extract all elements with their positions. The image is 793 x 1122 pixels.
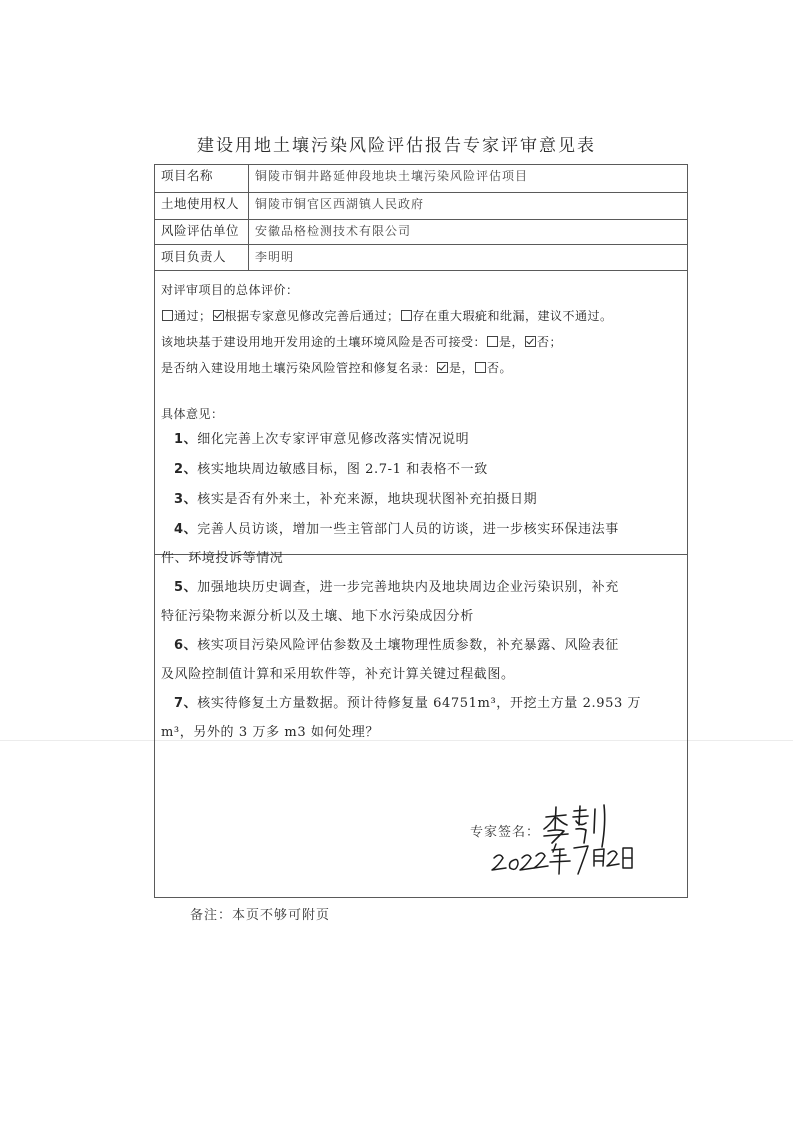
- list-no-label: 否。: [487, 361, 513, 375]
- opinion-number: 6、: [174, 638, 198, 653]
- checkbox-pass-after-revision: [213, 310, 224, 321]
- risk-acceptable-question: 该地块基于建设用地开发用途的土壤环境风险是否可接受：: [161, 335, 487, 349]
- opinion-item: [174, 425, 684, 454]
- row-assessment-unit: [155, 220, 687, 245]
- option-not-pass-label: 存在重大瑕疵和纰漏，建议不通过。: [412, 309, 613, 323]
- opinion-number: 5、: [174, 580, 198, 595]
- opinion-item: [161, 515, 684, 573]
- risk-no-label: 否；: [537, 335, 563, 349]
- overall-decision-line: [161, 307, 613, 324]
- opinion-text-cont: m³，另外的 3 万多 m3 如何处理？: [161, 725, 379, 740]
- checkbox-risk-yes: [487, 336, 498, 347]
- opinions-heading: 具体意见：: [161, 407, 224, 421]
- checkbox-list-no: [475, 362, 486, 373]
- list-inclusion-line: [161, 359, 512, 376]
- list-yes-label: 是，: [449, 361, 475, 375]
- opinion-number: 2、: [174, 462, 198, 477]
- option-pass-after-revision-label: 根据专家意见修改完善后通过；: [224, 309, 400, 323]
- opinion-text: 核实地块周边敏感目标，图 2.7-1 和表格不一致: [197, 462, 488, 477]
- opinion-text-cont: 特征污染物来源分析以及土壤、地下水污染成因分析: [161, 609, 474, 624]
- label-project-name: 项目名称: [155, 165, 249, 192]
- overall-heading: 对评审项目的总体评价：: [161, 283, 299, 297]
- label-land-user: 土地使用权人: [155, 193, 249, 219]
- opinion-text: 核实是否有外来土，补充来源，地块现状图补充拍摄日期: [197, 492, 538, 507]
- review-form-table: [154, 164, 688, 898]
- value-project-lead: 李明明: [255, 250, 295, 264]
- checkbox-pass: [162, 310, 173, 321]
- opinion-text-cont: 及风险控制值计算和采用软件等，补充计算关键过程截图。: [161, 667, 515, 682]
- opinion-item: [174, 455, 684, 484]
- option-pass-label: 通过；: [174, 309, 212, 323]
- opinion-item: [161, 689, 684, 747]
- opinion-item: [161, 631, 684, 689]
- opinion-number: 4、: [174, 522, 198, 537]
- label-project-lead: 项目负责人: [155, 245, 249, 270]
- opinion-item: [174, 485, 684, 514]
- value-project-name: 铜陵市铜井路延伸段地块土壤污染风险评估项目: [255, 169, 529, 183]
- opinion-text: 细化完善上次专家评审意见修改落实情况说明: [197, 432, 470, 447]
- risk-acceptable-line: [161, 333, 562, 350]
- opinion-text: 加强地块历史调查，进一步完善地块内及地块周边企业污染识别，补充: [197, 580, 619, 595]
- expert-signature-label: 专家签名：: [470, 825, 541, 840]
- opinion-text-cont: 件、环境投诉等情况: [161, 551, 284, 566]
- opinion-number: 3、: [174, 492, 198, 507]
- checkbox-risk-no: [525, 336, 536, 347]
- opinion-number: 7、: [174, 696, 198, 711]
- list-inclusion-question: 是否纳入建设用地土壤污染风险管控和修复名录：: [161, 361, 437, 375]
- row-land-user: [155, 193, 687, 220]
- row-project-name: [155, 165, 687, 193]
- risk-yes-label: 是，: [499, 335, 525, 349]
- handwritten-date: [476, 840, 636, 880]
- checkbox-list-yes: [437, 362, 448, 373]
- value-land-user: 铜陵市铜官区西湖镇人民政府: [255, 197, 425, 211]
- value-assessment-unit: 安徽品格检测技术有限公司: [255, 224, 412, 238]
- opinion-text: 核实项目污染风险评估参数及土壤物理性质参数，补充暴露、风险表征: [197, 638, 619, 653]
- opinion-text: 完善人员访谈，增加一些主管部门人员的访谈，进一步核实环保违法事: [197, 522, 619, 537]
- opinion-item: [161, 573, 684, 631]
- row-project-lead: [155, 245, 687, 271]
- opinion-number: 1、: [174, 432, 198, 447]
- checkbox-not-pass: [401, 310, 412, 321]
- page-title: 建设用地土壤污染风险评估报告专家评审意见表: [197, 136, 596, 156]
- footnote: 备注：本页不够可附页: [190, 908, 331, 923]
- label-assessment-unit: 风险评估单位: [155, 220, 249, 244]
- opinion-text: 核实待修复土方量数据。预计待修复量 64751m³，开挖土方量 2.953 万: [197, 696, 642, 711]
